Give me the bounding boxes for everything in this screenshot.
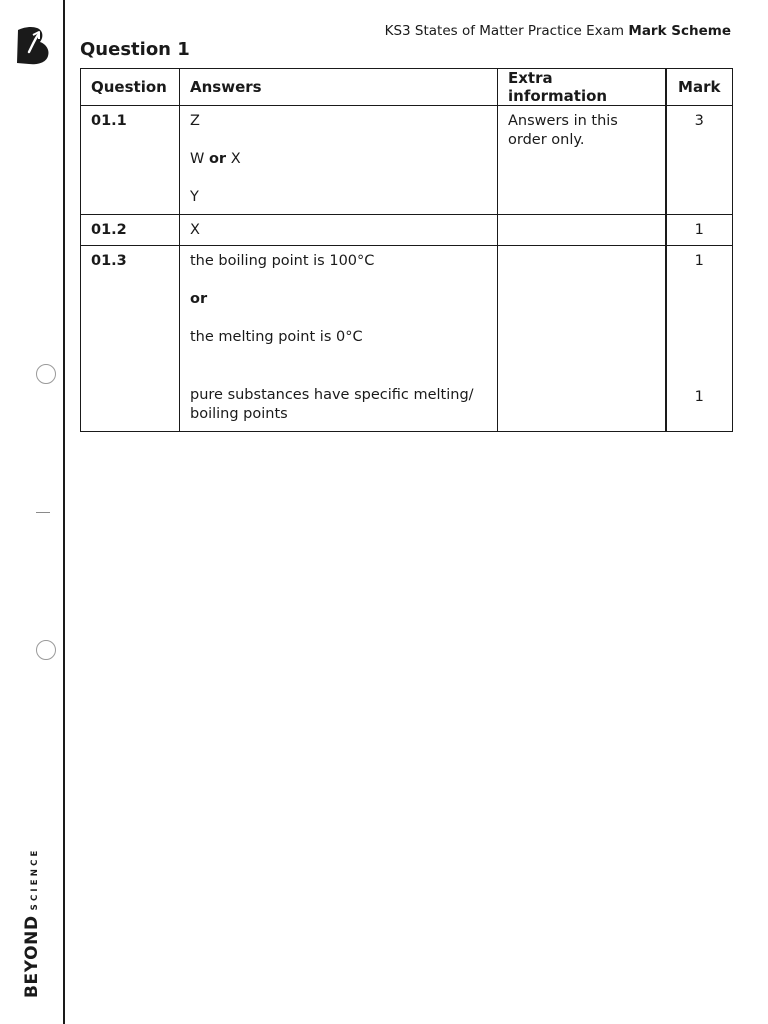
- answer-line: or: [190, 291, 208, 307]
- table-row: [81, 215, 733, 246]
- beyond-logo-icon: [15, 24, 51, 66]
- question-number: 01.2: [81, 215, 180, 246]
- mark-cell: 1: [666, 215, 733, 246]
- brand-name: BEYOND: [22, 915, 42, 998]
- col-header-answers: Answers: [180, 69, 498, 106]
- answers-cell: [180, 246, 498, 432]
- binder-hole: [36, 364, 56, 384]
- answer-line: the boiling point is 100°C: [190, 253, 375, 269]
- extra-info-cell: Answers in this order only.: [498, 106, 666, 215]
- extra-info-cell: [498, 215, 666, 246]
- col-header-extra: Extra information: [498, 69, 666, 106]
- answer-line: X: [190, 222, 200, 238]
- answer-line: pure substances have specific melting/ boiling points: [190, 387, 474, 422]
- answer-line: Y: [190, 189, 199, 205]
- col-header-question: Question: [81, 69, 180, 106]
- table-row: [81, 106, 733, 215]
- answer-line: Z: [190, 113, 200, 129]
- brand-sub: SCIENCE: [30, 847, 40, 911]
- mark-scheme-table: [80, 68, 733, 432]
- question-number: 01.3: [81, 246, 180, 432]
- answer-line: W or X: [190, 151, 241, 167]
- table-header-row: [81, 69, 733, 106]
- question-number: 01.1: [81, 106, 180, 215]
- mark-cell: [666, 246, 733, 432]
- exam-title: KS3 States of Matter Practice Exam: [384, 23, 625, 39]
- mark-value: 1: [694, 389, 704, 405]
- col-header-mark: Mark: [666, 69, 733, 106]
- binder-hole: [36, 640, 56, 660]
- page-header: [385, 23, 731, 39]
- answers-cell: [180, 106, 498, 215]
- mark-value: 1: [694, 253, 704, 269]
- mark-cell: 3: [666, 106, 733, 215]
- doc-type: Mark Scheme: [628, 23, 731, 39]
- fold-mark: [36, 512, 50, 513]
- extra-info-cell: [498, 246, 666, 432]
- answers-cell: [180, 215, 498, 246]
- answer-line: the melting point is 0°C: [190, 329, 363, 345]
- margin-line: [63, 0, 65, 1024]
- table-row: [81, 246, 733, 432]
- brand-wordmark: [24, 847, 41, 998]
- question-title: Question 1: [80, 39, 190, 60]
